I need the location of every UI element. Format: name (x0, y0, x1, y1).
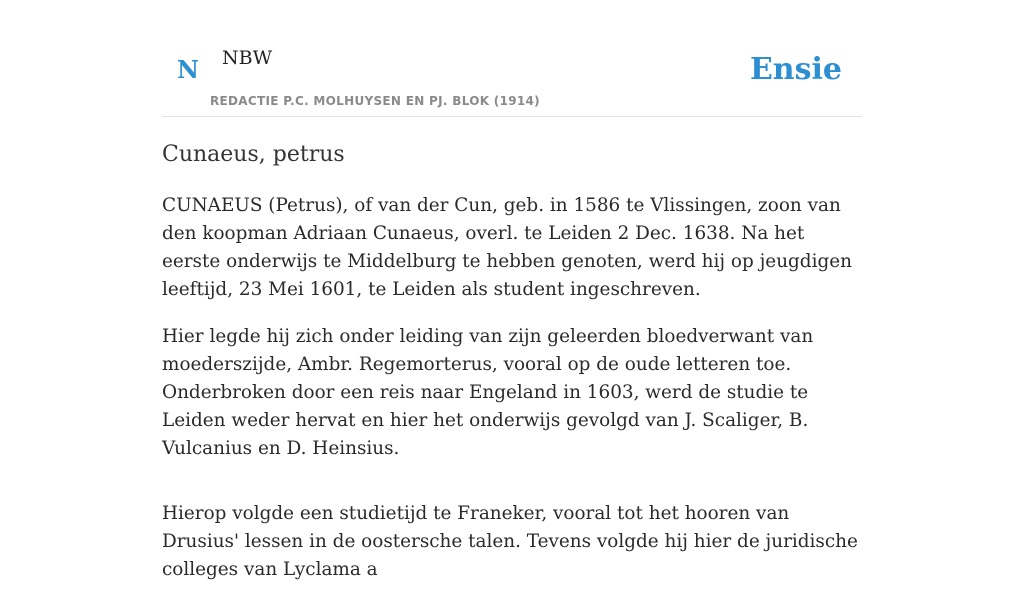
article-body (162, 192, 866, 603)
ensie-logo-link[interactable]: Ensie (749, 52, 842, 87)
source-logo[interactable]: N (177, 55, 199, 84)
source-header (162, 0, 862, 117)
article-paragraph: Hierop volgde een studietijd te Franeker, vooral tot het hooren van Drusius' lessen in de oostersche talen. Tevens volgde hij hier de juridische colleges van Lyclama a (162, 503, 858, 580)
source-name-link[interactable]: NBW (222, 47, 273, 69)
article-paragraph: Hier legde hij zich onder leiding van zijn geleerden bloedverwant van moederszijde, Ambr. Regemorterus, vooral op de oude letteren toe. Onderbroken door een reis naar Engeland in 1603, werd de studie te Leiden weder hervat en hier het onderwijs gevolgd van J. Scaliger, B. Vulcanius en D. Heinsius. (162, 326, 814, 459)
article-paragraph: CUNAEUS (Petrus), of van der Cun, geb. in 1586 te Vlissingen, zoon van den koopman Adriaan Cunaeus, overl. te Leiden 2 Dec. 1638. Na het eerste onderwijs te Middelburg te hebben genoten, werd hij op jeugdigen leeftijd, 23 Mei 1601, te Leiden als student ingeschreven. (162, 195, 852, 300)
article-title: Cunaeus, petrus (162, 142, 345, 167)
source-subtitle: REDACTIE P.C. MOLHUYSEN EN PJ. BLOK (1914) (210, 94, 540, 108)
